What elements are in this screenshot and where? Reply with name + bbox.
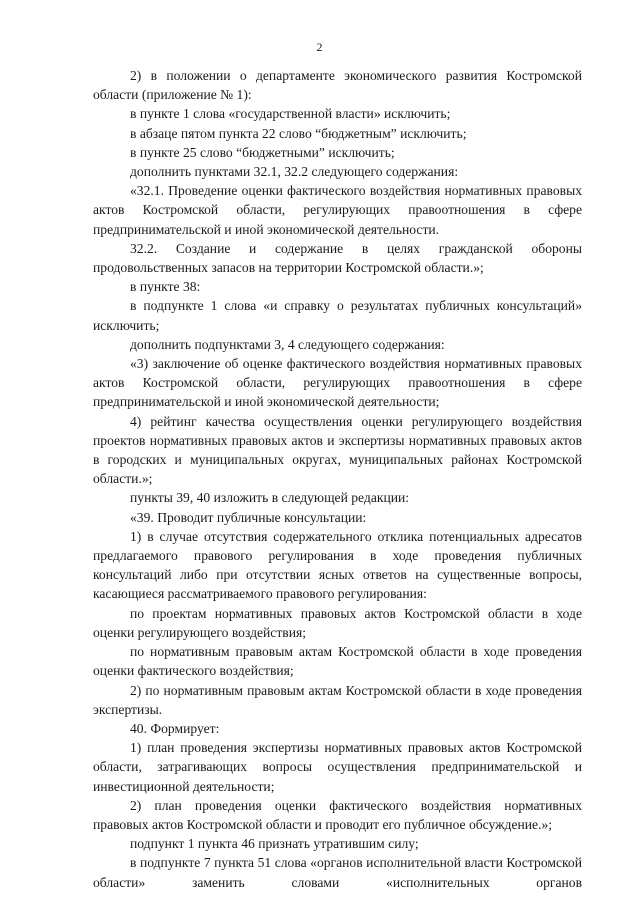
paragraph: в пункте 1 слова «государственной власти» исключить;: [130, 106, 451, 122]
paragraph: 32.2. Создание и содержание в целях гражданской обороны продовольственных запасов на территории Костромской области.»;: [93, 240, 582, 276]
paragraph: в подпункте 7 пункта 51 слова «органов исполнительной власти Костромской области» заменить словами «исполнительных органов: [93, 855, 582, 890]
paragraph: 40. Формирует:: [130, 720, 220, 736]
paragraph: 4) рейтинг качества осуществления оценки регулирующего воздействия проектов нормативных правовых актов и экспертизы нормативных правовых актов в городских и муниципальных округах, муниципальных районах Костромской области.»;: [93, 413, 582, 487]
paragraph: пункты 39, 40 изложить в следующей редакции:: [130, 490, 410, 506]
paragraph: дополнить подпунктами 3, 4 следующего содержания:: [130, 336, 445, 352]
paragraph: дополнить пунктами 32.1, 32.2 следующего содержания:: [130, 164, 459, 180]
page-number: 2: [316, 40, 323, 54]
paragraph: в пункте 38:: [130, 279, 201, 295]
paragraph: по нормативным правовым актам Костромской области в ходе проведения оценки фактического воздействия;: [93, 644, 582, 679]
document-body: [93, 66, 582, 892]
paragraph: «3) заключение об оценке фактического воздействия нормативных правовых актов Костромской области, регулирующих правоотношения в сфере предпринимательской и иной экономической деятельности;: [93, 356, 582, 410]
paragraph: подпункт 1 пункта 46 признать утратившим силу;: [130, 836, 419, 852]
paragraph: «39. Проводит публичные консультации:: [130, 509, 367, 525]
paragraph: 2) в положении о департаменте экономического развития Костромской области (приложение № 1):: [93, 68, 582, 103]
paragraph: в подпункте 1 слова «и справку о результатах публичных консультаций» исключить;: [93, 298, 582, 333]
paragraph: 2) план проведения оценки фактического воздействия нормативных правовых актов Костромской области и проводит его публичное обсуждение.»;: [93, 797, 582, 832]
paragraph: в пункте 25 слово “бюджетными” исключить;: [130, 144, 395, 160]
paragraph: 1) план проведения экспертизы нормативных правовых актов Костромской области, затрагивающих вопросы осуществления предпринимательской и инвестиционной деятельности;: [93, 740, 582, 794]
paragraph: в абзаце пятом пункта 22 слово “бюджетным” исключить;: [130, 125, 467, 141]
paragraph: по проектам нормативных правовых актов Костромской области в ходе оценки регулирующего воздействия;: [93, 605, 582, 640]
paragraph: 1) в случае отсутствия содержательного отклика потенциальных адресатов предлагаемого правового регулирования в ходе проведения публичных консультаций либо при отсутствии ясных ответов на существенные вопросы, касающиеся рассматриваемого правового регулирования:: [93, 528, 582, 602]
paragraph: 2) по нормативным правовым актам Костромской области в ходе проведения экспертизы.: [93, 682, 582, 717]
paragraph: «32.1. Проведение оценки фактического воздействия нормативных правовых актов Костромской области, регулирующих правоотношения в сфере предпринимательской и иной экономической деятельности.: [93, 183, 582, 237]
